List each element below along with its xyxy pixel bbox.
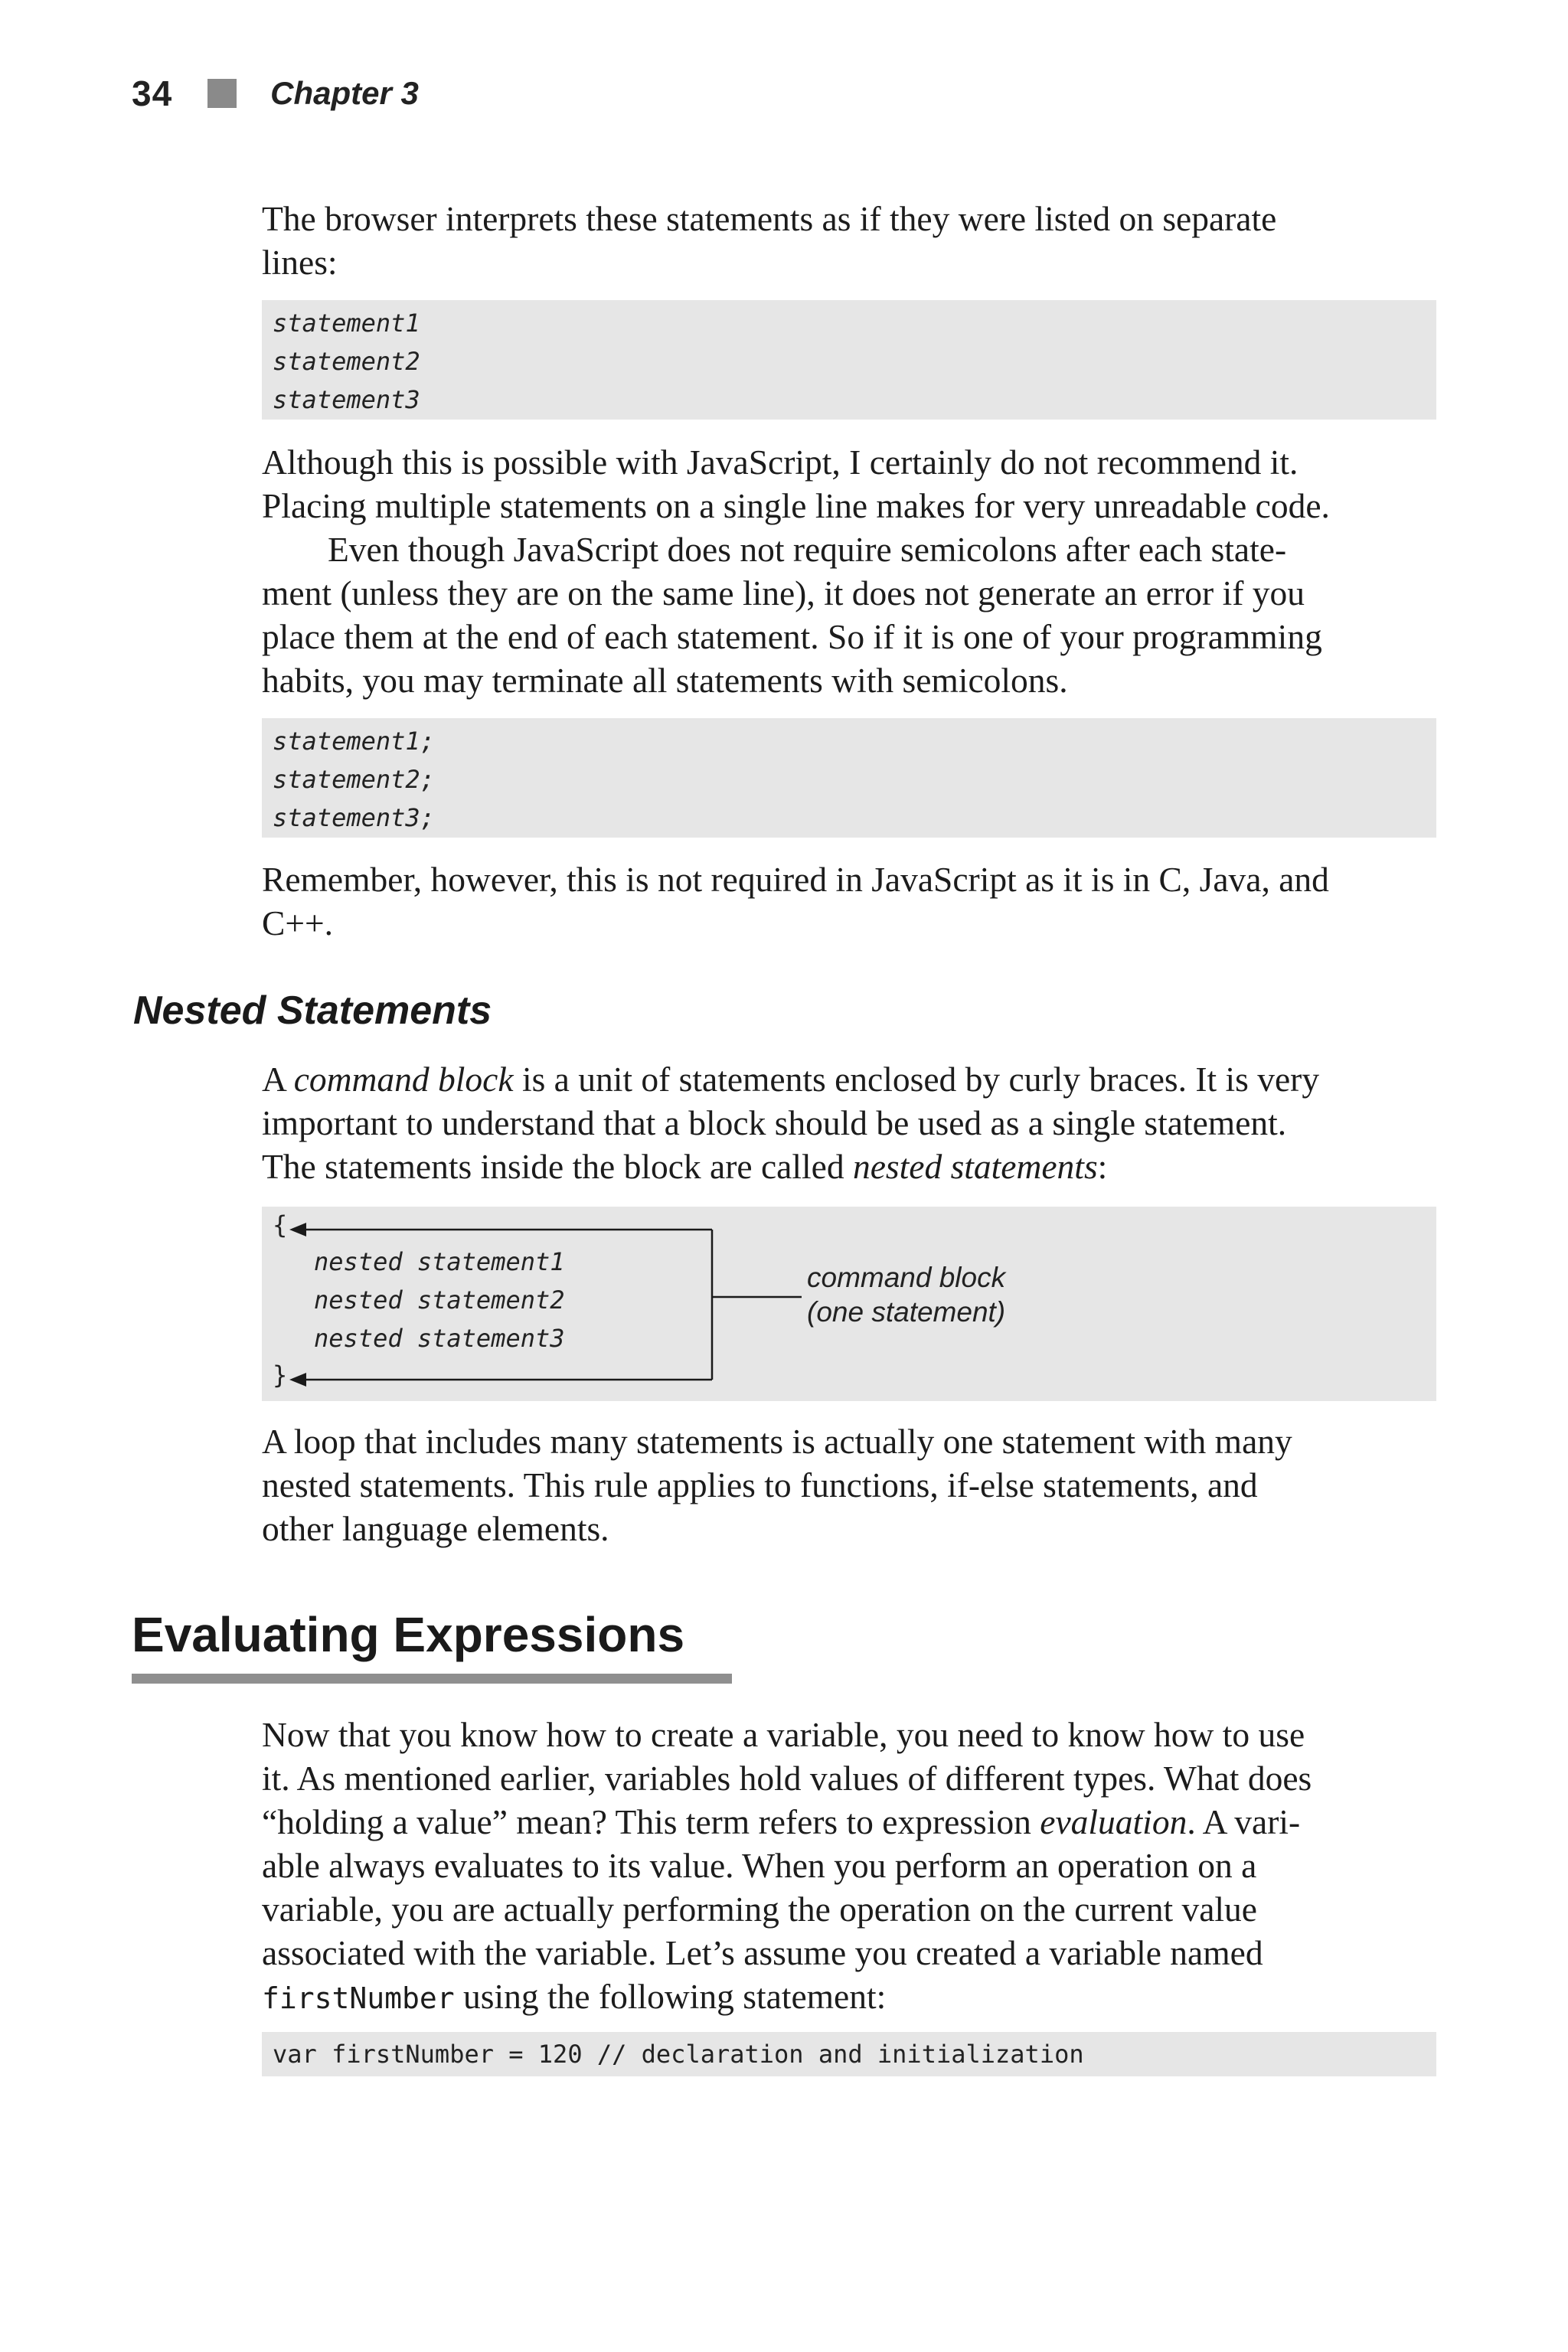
arrow-left-icon <box>289 1373 306 1387</box>
text-line: place them at the end of each statement. So if it is one of your programming <box>262 617 1322 656</box>
text-line: important to understand that a block should be used as a single statement. <box>262 1103 1287 1142</box>
open-brace: { <box>273 1210 288 1240</box>
heading-underline <box>132 1674 732 1684</box>
text-line: habits, you may terminate all statements with semicolons. <box>262 661 1068 700</box>
page-number: 34 <box>132 74 173 113</box>
paragraph-semicolons <box>262 528 1441 702</box>
paragraph-remember <box>262 858 1441 945</box>
code-block-semicolons <box>262 718 1436 838</box>
text-line: Remember, however, this is not required in JavaScript as it is in C, Java, and <box>262 860 1329 899</box>
code-line: statement1 <box>273 309 420 338</box>
text-line: Now that you know how to create a variable, you need to know how to use <box>262 1715 1305 1754</box>
nested-statement-line: nested statement1 <box>314 1247 565 1276</box>
chapter-title: Chapter 3 <box>270 75 419 111</box>
text-line: Although this is possible with JavaScript, I certainly do not recommend it. <box>262 443 1298 482</box>
emphasis-nested-statements: nested statements <box>852 1147 1098 1186</box>
annotation-command-block: command block <box>807 1262 1006 1293</box>
close-brace: } <box>273 1361 288 1390</box>
emphasis-command-block: command block <box>293 1060 514 1099</box>
code-line: statement3; <box>273 803 435 832</box>
section-heading-evaluating-expressions: Evaluating Expressions <box>132 1607 685 1662</box>
header-square-icon <box>207 79 237 108</box>
text-line: A command block is a unit of statements enclosed by curly braces. It is very <box>262 1060 1320 1099</box>
text-line: associated with the variable. Let’s assume you created a variable named <box>262 1933 1263 1972</box>
text-line: lines: <box>262 243 338 282</box>
code-line: statement3 <box>273 385 420 414</box>
nested-statement-line: nested statement3 <box>314 1324 565 1353</box>
text-line: Even though JavaScript does not require semicolons after each state- <box>328 530 1287 569</box>
text-line: The browser interprets these statements as if they were listed on separate <box>262 199 1277 238</box>
text-line: Placing multiple statements on a single line makes for very unreadable code. <box>262 486 1330 525</box>
annotation-one-statement: (one statement) <box>807 1296 1006 1328</box>
code-line: statement2 <box>273 347 420 376</box>
text-line: ment (unless they are on the same line), it does not generate an error if you <box>262 573 1305 612</box>
code-line: statement2; <box>273 765 435 794</box>
section-heading-nested-statements: Nested Statements <box>133 988 492 1033</box>
text-line: A loop that includes many statements is actually one statement with many <box>262 1422 1292 1461</box>
text-line: other language elements. <box>262 1509 609 1548</box>
text-line: “holding a value” mean? This term refers to expression evaluation. A vari- <box>262 1802 1301 1841</box>
paragraph-although <box>262 440 1441 528</box>
text-line: C++. <box>262 903 334 942</box>
code-line: statement1; <box>273 727 435 756</box>
paragraph-loop <box>262 1419 1441 1550</box>
text-line: nested statements. This rule applies to functions, if-else statements, and <box>262 1465 1258 1504</box>
text-line: it. As mentioned earlier, variables hold values of different types. What does <box>262 1759 1312 1798</box>
code-block-declaration <box>262 2032 1436 2076</box>
text-line: The statements inside the block are called nested statements: <box>262 1147 1108 1186</box>
text-line: variable, you are actually performing the operation on the current value <box>262 1890 1257 1929</box>
code-line: var firstNumber = 120 // declaration and initialization <box>273 2040 1084 2069</box>
code-block-statements <box>262 300 1436 420</box>
nested-statement-line: nested statement2 <box>314 1285 565 1315</box>
inline-code-firstNumber: firstNumber <box>262 1981 455 2015</box>
running-header <box>132 70 419 116</box>
paragraph-command-block <box>262 1057 1441 1188</box>
bracket-connector <box>262 1207 844 1401</box>
paragraph-browser-interprets <box>262 197 1441 284</box>
arrow-left-icon <box>289 1223 306 1236</box>
paragraph-evaluation <box>262 1713 1441 2020</box>
emphasis-evaluation: evaluation <box>1040 1802 1187 1841</box>
text-line: able always evaluates to its value. When you perform an operation on a <box>262 1846 1257 1885</box>
text-line: firstNumber using the following statement: <box>262 1977 887 2016</box>
